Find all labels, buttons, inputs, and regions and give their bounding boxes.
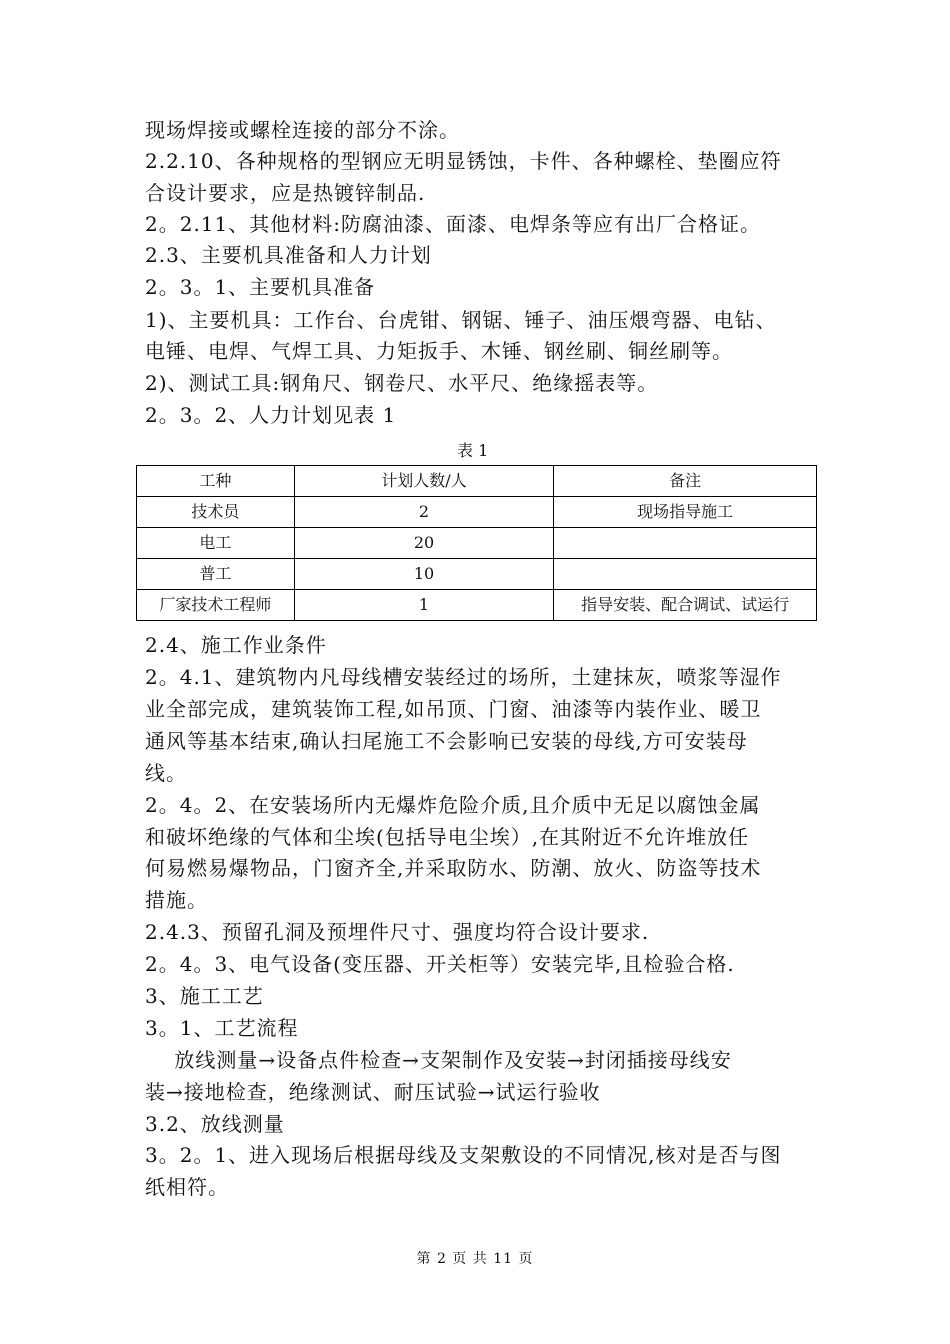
page-number-footer: 第 2 页 共 11 页	[416, 1251, 534, 1267]
text-line: 通风等基本结束,确认扫尾施工不会影响已安装的母线,方可安装母	[145, 729, 748, 753]
table-cell: 技术员	[137, 497, 295, 528]
text-line: 2.2.10、各种规格的型钢应无明显锈蚀，卡件、各种螺栓、垫圈应符	[145, 149, 782, 173]
text-line: 电锤、电焊、气焊工具、力矩扳手、木锤、钢丝刷、铜丝刷等。	[145, 339, 733, 363]
table-cell: 10	[294, 559, 553, 590]
text-line: 2。4.1、建筑物内凡母线槽安装经过的场所，土建抹灰，喷浆等湿作	[145, 665, 782, 689]
section-heading: 3。1、工艺流程	[145, 1016, 299, 1040]
table-cell: 现场指导施工	[554, 497, 817, 528]
table-cell: 指导安装、配合调试、试运行	[554, 590, 817, 621]
table-header-cell: 备注	[554, 466, 817, 497]
table-cell: 普工	[137, 559, 295, 590]
table-cell	[554, 528, 817, 559]
table-cell: 1	[294, 590, 553, 621]
text-line: 2。2.11、其他材料:防腐油漆、面漆、电焊条等应有出厂合格证。	[145, 212, 761, 236]
section-heading: 2.3、主要机具准备和人力计划	[145, 243, 432, 267]
table-cell: 电工	[137, 528, 295, 559]
table-cell: 厂家技术工程师	[137, 590, 295, 621]
text-line: 合设计要求，应是热镀锌制品.	[145, 181, 426, 205]
text-line: 现场焊接或螺栓连接的部分不涂。	[145, 118, 460, 142]
manpower-table	[136, 465, 817, 621]
table-header-cell: 工种	[137, 466, 295, 497]
text-line: 2.4.3、预留孔洞及预埋件尺寸、强度均符合设计要求.	[145, 920, 650, 944]
text-line: 纸相符。	[145, 1175, 229, 1199]
table-header-cell: 计划人数/人	[294, 466, 553, 497]
text-line: 线。	[145, 761, 187, 785]
section-heading: 3.2、放线测量	[145, 1112, 285, 1136]
table-row	[137, 559, 817, 590]
text-line: 和破坏绝缘的气体和尘埃(包括导电尘埃）,在其附近不允许堆放任	[145, 825, 750, 849]
table-header-row	[137, 466, 817, 497]
table-row	[137, 497, 817, 528]
text-line: 1)、主要机具：工作台、台虎钳、钢锯、锤子、油压煨弯器、电钻、	[145, 308, 777, 332]
table-cell: 2	[294, 497, 553, 528]
table-caption: 表 1	[457, 441, 489, 460]
table-cell	[554, 559, 817, 590]
text-line: 何易燃易爆物品，门窗齐全,并采取防水、防潮、放火、防盗等技术	[145, 856, 762, 880]
table-row	[137, 590, 817, 621]
section-heading: 3、施工工艺	[145, 984, 264, 1008]
table-row	[137, 528, 817, 559]
text-line: 2)、测试工具:钢角尺、钢卷尺、水平尺、绝缘摇表等。	[145, 371, 659, 395]
text-line: 3。2。1、进入现场后根据母线及支架敷设的不同情况,核对是否与图	[145, 1143, 782, 1167]
table-cell: 20	[294, 528, 553, 559]
section-heading: 2.4、施工作业条件	[145, 633, 327, 657]
text-line: 2。4。3、电气设备(变压器、开关柜等）安装完毕,且检验合格.	[145, 952, 735, 976]
text-line: 放线测量→设备点件检查→支架制作及安装→封闭插接母线安	[145, 1048, 732, 1072]
section-heading: 2。3。1、主要机具准备	[145, 275, 376, 299]
text-line: 措施。	[145, 888, 208, 912]
text-line: 装→接地检查，绝缘测试、耐压试验→试运行验收	[145, 1080, 601, 1104]
text-line: 2。4。2、在安装场所内无爆炸危险介质,且介质中无足以腐蚀金属	[145, 793, 761, 817]
text-line: 2。3。2、人力计划见表 1	[145, 403, 397, 427]
text-line: 业全部完成，建筑装饰工程,如吊顶、门窗、油漆等内装作业、暖卫	[145, 697, 762, 721]
